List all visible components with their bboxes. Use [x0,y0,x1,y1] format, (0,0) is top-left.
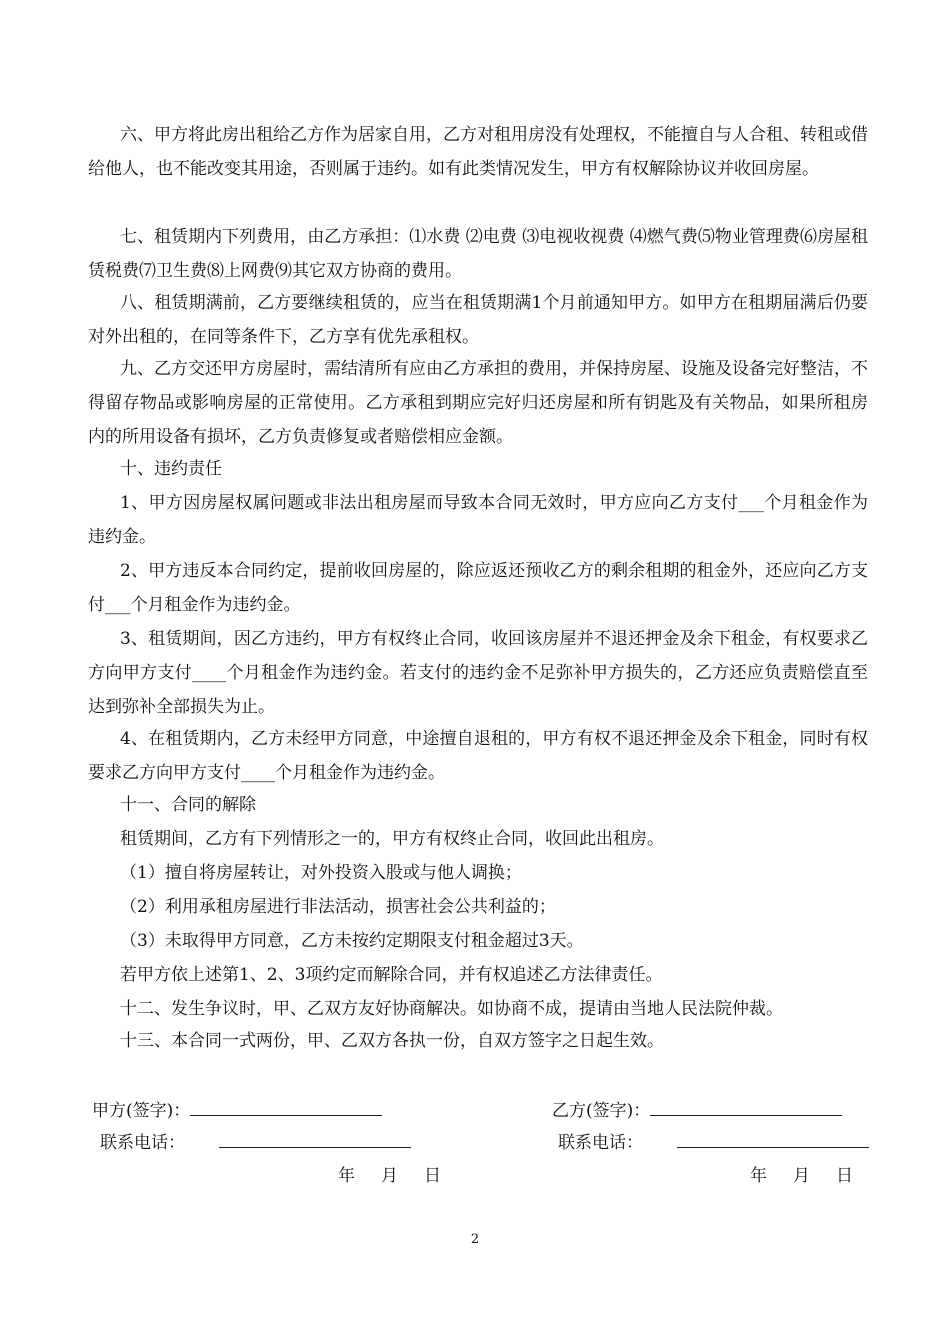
party-b-signature [552,1096,842,1121]
day-label: 日 [836,1166,853,1186]
party-a-signature [92,1096,382,1121]
clause-10-title: 十、违约责任 [120,459,222,479]
clause-6: 六、甲方将此房出租给乙方作为居家自用，乙方对租用房没有处理权，不能擅自与人合租、转租或借给他人，也不能改变其用途，否则属于违约。如有此类情况发生，甲方有权解除协议并收回房屋。 [88,125,868,179]
clause-10-item-3: 3、租赁期间，因乙方违约，甲方有权终止合同，收回该房屋并不退还押金及余下租金，有权要求乙方向甲方支付____个月租金作为违约金。若支付的违约金不足弥补甲方损失的，乙方还应负责赔偿直至达到弥补全部损失为止。 [88,629,868,717]
clause-10-item-4: 4、在租赁期内，乙方未经甲方同意，中途擅自退租的，甲方有权不退还押金及余下租金，同时有权要求乙方向甲方支付____个月租金作为违约金。 [88,729,868,783]
clause-9: 九、乙方交还甲方房屋时，需结清所有应由乙方承担的费用，并保持房屋、设施及设备完好整洁，不得留存物品或影响房屋的正常使用。乙方承租到期应完好归还房屋和所有钥匙及有关物品，如果所租房内的所用设备有损坏，乙方负责修复或者赔偿相应金额。 [88,359,868,447]
year-label: 年 [338,1166,355,1186]
party-a-signature-line[interactable] [190,1097,382,1116]
party-b-label: 乙方(签字)： [552,1101,651,1121]
clause-11-item-3: （3）未取得甲方同意，乙方未按约定期限支付租金超过3天。 [120,931,584,951]
day-label: 日 [424,1166,441,1186]
party-a-phone [100,1128,411,1153]
year-label: 年 [750,1166,767,1186]
clause-10-item-1: 1、甲方因房屋权属问题或非法出租房屋而导致本合同无效时，甲方应向乙方支付___个月租金作为违约金。 [88,493,868,547]
phone-a-label: 联系电话： [100,1133,185,1153]
clause-11-title: 十一、合同的解除 [120,795,256,815]
party-a-label: 甲方(签字)： [92,1101,191,1121]
clause-11-intro: 租赁期间，乙方有下列情形之一的，甲方有权终止合同，收回此出租房。 [120,829,664,849]
clause-7: 七、租赁期内下列费用，由乙方承担：⑴水费 ⑵电费 ⑶电视收视费 ⑷燃气费⑸物业管理费⑹房屋租赁税费⑺卫生费⑻上网费⑼其它双方协商的费用。 [88,227,868,281]
clause-11-item-1: （1）擅自将房屋转让，对外投资入股或与他人调换； [120,863,522,883]
clause-11-tail: 若甲方依上述第1、2、3项约定而解除合同，并有权追述乙方法律责任。 [120,965,663,985]
month-label: 月 [381,1166,398,1186]
page-number: 2 [470,1232,480,1247]
party-b-date [750,1161,879,1186]
clause-10-item-2: 2、甲方违反本合同约定，提前收回房屋的，除应返还预收乙方的剩余租期的租金外，还应向乙方支付___个月租金作为违约金。 [88,561,868,615]
party-b-phone [558,1128,869,1153]
month-label: 月 [793,1166,810,1186]
phone-b-line[interactable] [677,1129,869,1148]
clause-13: 十三、本合同一式两份，甲、乙双方各执一份，自双方签字之日起生效。 [120,1031,664,1051]
phone-a-line[interactable] [219,1129,411,1148]
clause-11-item-2: （2）利用承租房屋进行非法活动，损害社会公共利益的； [120,897,556,917]
clause-8: 八、租赁期满前，乙方要继续租赁的，应当在租赁期满1个月前通知甲方。如甲方在租期届满后仍要对外出租的，在同等条件下，乙方享有优先承租权。 [88,293,868,347]
clause-12: 十二、发生争议时，甲、乙双方友好协商解决。如协商不成，提请由当地人民法院仲裁。 [120,999,783,1019]
party-b-signature-line[interactable] [650,1097,842,1116]
party-a-date [338,1161,467,1186]
phone-b-label: 联系电话： [558,1133,643,1153]
